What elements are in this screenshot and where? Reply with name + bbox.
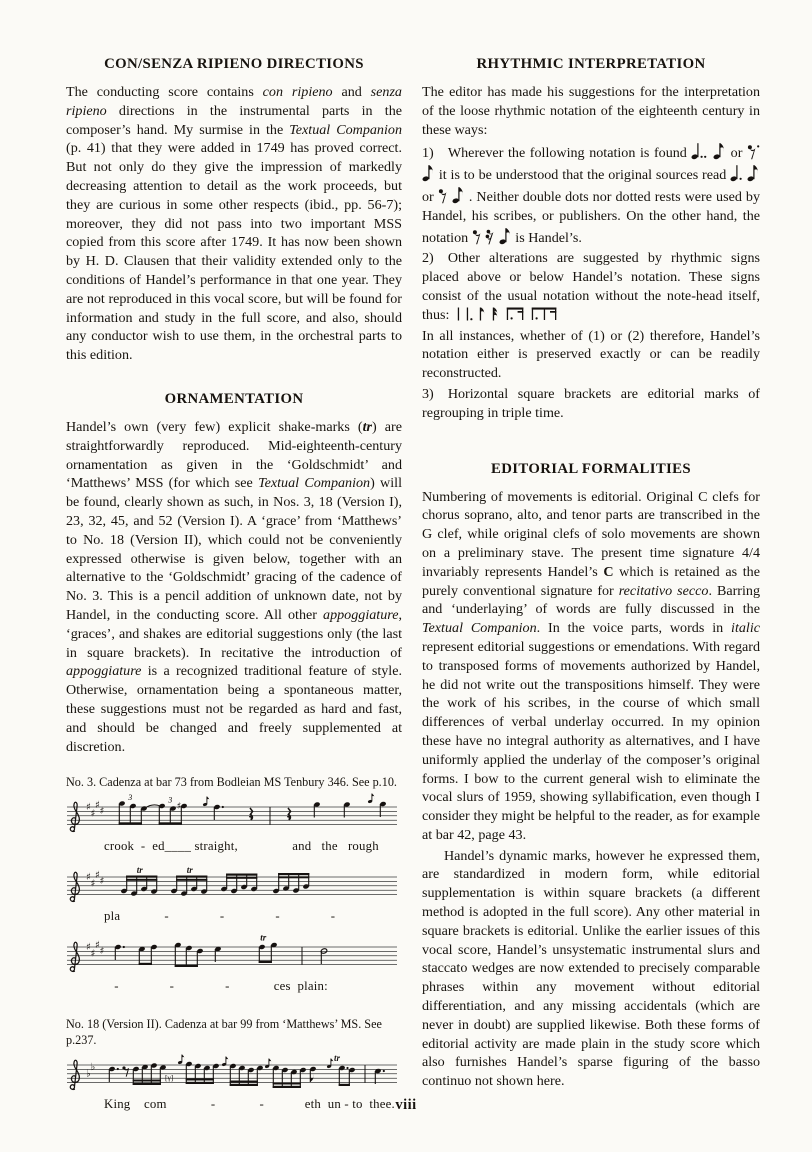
dotted-quarter-note-icon — [730, 163, 743, 182]
svg-text:tr: tr — [334, 1053, 341, 1064]
music-staff-icon — [66, 793, 398, 838]
left-column — [66, 56, 402, 1152]
svg-text:tr: tr — [136, 865, 143, 876]
heading-editorial-formalities: EDITORIAL FORMALITIES — [491, 460, 691, 477]
heading-ornamentation: ORNAMENTATION — [164, 390, 304, 407]
page-number: viii — [395, 1097, 417, 1113]
svg-text:3: 3 — [168, 795, 173, 805]
right-column — [422, 56, 760, 1152]
svg-text:♯: ♯ — [90, 948, 96, 960]
svg-text:[γ]: [γ] — [165, 1073, 174, 1083]
sixteenth-rest-icon — [485, 228, 495, 245]
eighth-note-icon — [713, 141, 726, 160]
svg-text:♯: ♯ — [90, 878, 96, 890]
double-dotted-quarter-note-icon — [691, 141, 708, 160]
lyrics-line1: crook - ed____ straight, and the rough — [104, 839, 379, 854]
flagged-stem-icon — [478, 306, 488, 322]
heading-rhythmic-interpretation: RHYTHMIC INTERPRETATION — [476, 56, 706, 72]
double-flagged-stem-icon — [491, 306, 501, 322]
svg-text:♯: ♯ — [95, 870, 100, 882]
svg-text:♯: ♯ — [95, 800, 100, 812]
lyrics-line2: pla - - - - — [104, 909, 336, 924]
svg-text:tr: tr — [186, 865, 193, 876]
dotted-beamed-triple-icon — [530, 306, 560, 322]
eighth-note-icon — [452, 185, 465, 204]
paragraph-ornamentation: Handel’s own (very few) explicit shake-marks (tr) are straightforwardly reproduced. Mid-eighteenth-century ornamentation as given in the ‘Goldschmidt’ and ‘Matthews’ MSS (for which see Textual Companion) will be found, clearly shown as such, in Nos. 3, 18 (Version I), 23, 32, 45, and 52 (Version I). A ‘grace’ from ‘Matthews’ to No. 18 (Version II), which could not be conveniently expressed otherwise is given below, together with an alternative to the ‘Goldschmidt’ gracing of the cadence of No. 3. This is a pencil addition of unknown date, not by Handel, in the conducting score. All other appoggiature, ‘graces’, and shakes are editorial suggestions only (the last in square brackets). In recitative the introduction of appoggiature is a recognized traditional feature of style. Otherwise, ornamentation being a spontaneous matter, these suggestions must not be regarded as hard and fast, and should be changed and freely supplemented at discretion. — [66, 418, 402, 755]
svg-text:♯: ♯ — [99, 876, 105, 888]
svg-text:♯: ♯ — [86, 802, 91, 814]
music-staff-icon — [66, 1053, 398, 1096]
paragraph-ripieno: The conducting score contains con ripieno and senza ripieno directions in the instrumental parts in the composer’s hand. My surmise in the Textual Companion (p. 41) that they were added in 1749 has proved correct. But not only do they give the impression of markedly decreasing attention to detail as the work proceeds, but they are curious in some other respects (ibid., pp. 56-7); moreover, they did not pass into two important MSS copied from this score after 1749. It has now been shown by H. D. Clausen that their validity extended only to the conditions of Handel’s performance in that one year. They are not reproduced in this vocal score, but will be found for information and study in the full score, and also, should any conductor wish to use them, in the orchestral parts to this edition. — [66, 84, 402, 364]
svg-text:♯: ♯ — [99, 946, 105, 958]
music-example-no3-line2 — [66, 865, 402, 924]
music-example-no3-line3 — [66, 932, 402, 994]
eighth-rest-icon — [472, 228, 482, 245]
svg-text:♯: ♯ — [95, 940, 100, 952]
music-example-caption-no18: No. 18 (Version II). Cadenza at bar 99 from ‘Matthews’ MS. See p.237. — [66, 1017, 382, 1048]
paragraph-rhythmic-conclusion: In all instances, whether of (1) or (2) therefore, Handel’s notation either is preserved exactly or can be readily reconstructed. — [422, 327, 760, 382]
dotted-stem-icon — [465, 306, 474, 322]
music-example-caption-no3: No. 3. Cadenza at bar 73 from Bodleian MS Tenbury 346. See p.10. — [66, 775, 397, 790]
paragraph-rhythmic-item1: 1) Wherever the following notation is found or it is to be understood that the original sources read or . Neither double dots nor dotted rests were used by Handel, his scribes, or publishers. On the other hand, the notation is Handel’s. — [422, 141, 760, 247]
svg-text:♯: ♯ — [90, 808, 96, 820]
lyrics-line3: - - - ces plain: — [104, 979, 328, 994]
eighth-rest-icon — [438, 187, 448, 204]
eighth-note-icon — [747, 163, 760, 182]
svg-text:3: 3 — [128, 793, 133, 803]
music-example-no3-line1 — [66, 793, 402, 854]
svg-text:♯: ♯ — [86, 872, 91, 884]
music-staff-icon — [66, 932, 398, 978]
svg-text:♯: ♯ — [176, 801, 182, 813]
svg-text:♭: ♭ — [86, 1068, 91, 1080]
lyrics-line4: King com - - eth un - to thee. — [104, 1097, 395, 1112]
paragraph-rhythmic-item3: 3) Horizontal square brackets are editorial marks of regrouping in triple time. — [422, 385, 760, 421]
paragraph-editorial-1: Numbering of movements is editorial. Original C clefs for chorus soprano, alto, and tenor parts are transcribed in the G clef, while original clefs of solo movements are shown on a preliminary stave. The present time signature 4/4 invariably represents Handel’s C which is retained as the purely conventional signature for recitativo secco. Barring and ‘underlaying’ of words are fully discussed in the Textual Companion. In the voice parts, words in italic represent editorial suggestions or emendations. With regard to transposed forms of movements authorized by Handel, he did not write out the transpositions himself. They were the work of his scribes, in the course of which small differences of verbal underlay occurred. In my opinion these have no integral authority as alternatives, and I have uniformly applied the underlay of the composer’s original forms. I bow to the current general wish to eliminate the vocal slurs of 1959, showing syllabification, even though I consider they might be helpful to the reader, as for example at bar 42, page 43. — [422, 488, 760, 843]
music-staff-icon — [66, 865, 398, 908]
dotted-beamed-pair-icon — [505, 306, 527, 322]
svg-text:tr: tr — [260, 932, 267, 943]
svg-text:♯: ♯ — [99, 806, 105, 818]
eighth-note-icon — [499, 226, 512, 245]
svg-text:♭: ♭ — [90, 1062, 96, 1074]
dotted-eighth-rest-icon — [747, 143, 760, 160]
svg-text:♯: ♯ — [86, 942, 91, 954]
heading-con-senza-ripieno: CON/SENZA RIPIENO DIRECTIONS — [104, 56, 364, 72]
paragraph-rhythmic-item2: 2) Other alterations are suggested by rhythmic signs placed above or below Handel’s notation. These signs consist of the usual notation without the note-head itself, thus: — [422, 250, 760, 323]
paragraph-rhythmic-intro: The editor has made his suggestions for the interpretation of the loose rhythmic notation of the eighteenth century in these ways: — [422, 84, 760, 138]
paragraph-editorial-2: Handel’s dynamic marks, however he expressed them, are standardized in modern form, while editorial supplementation is within square brackets (a different method is adopted in the full score). Any other material in square brackets is editorial. Unlike the earlier issues of this vocal score, Handel’s unsystematic instrumental slurs and staccato wedges are now extended to precisely comparable phrases within any movement without editorial differentiation, and any missing accidentals (which are never in doubt) are supplied likewise. Both these forms of editorial activity are made plain in the study score which also furnishes Handel’s sparse figuring of the basso continuo not shown here. — [422, 847, 760, 1090]
eighth-note-icon — [422, 163, 435, 182]
